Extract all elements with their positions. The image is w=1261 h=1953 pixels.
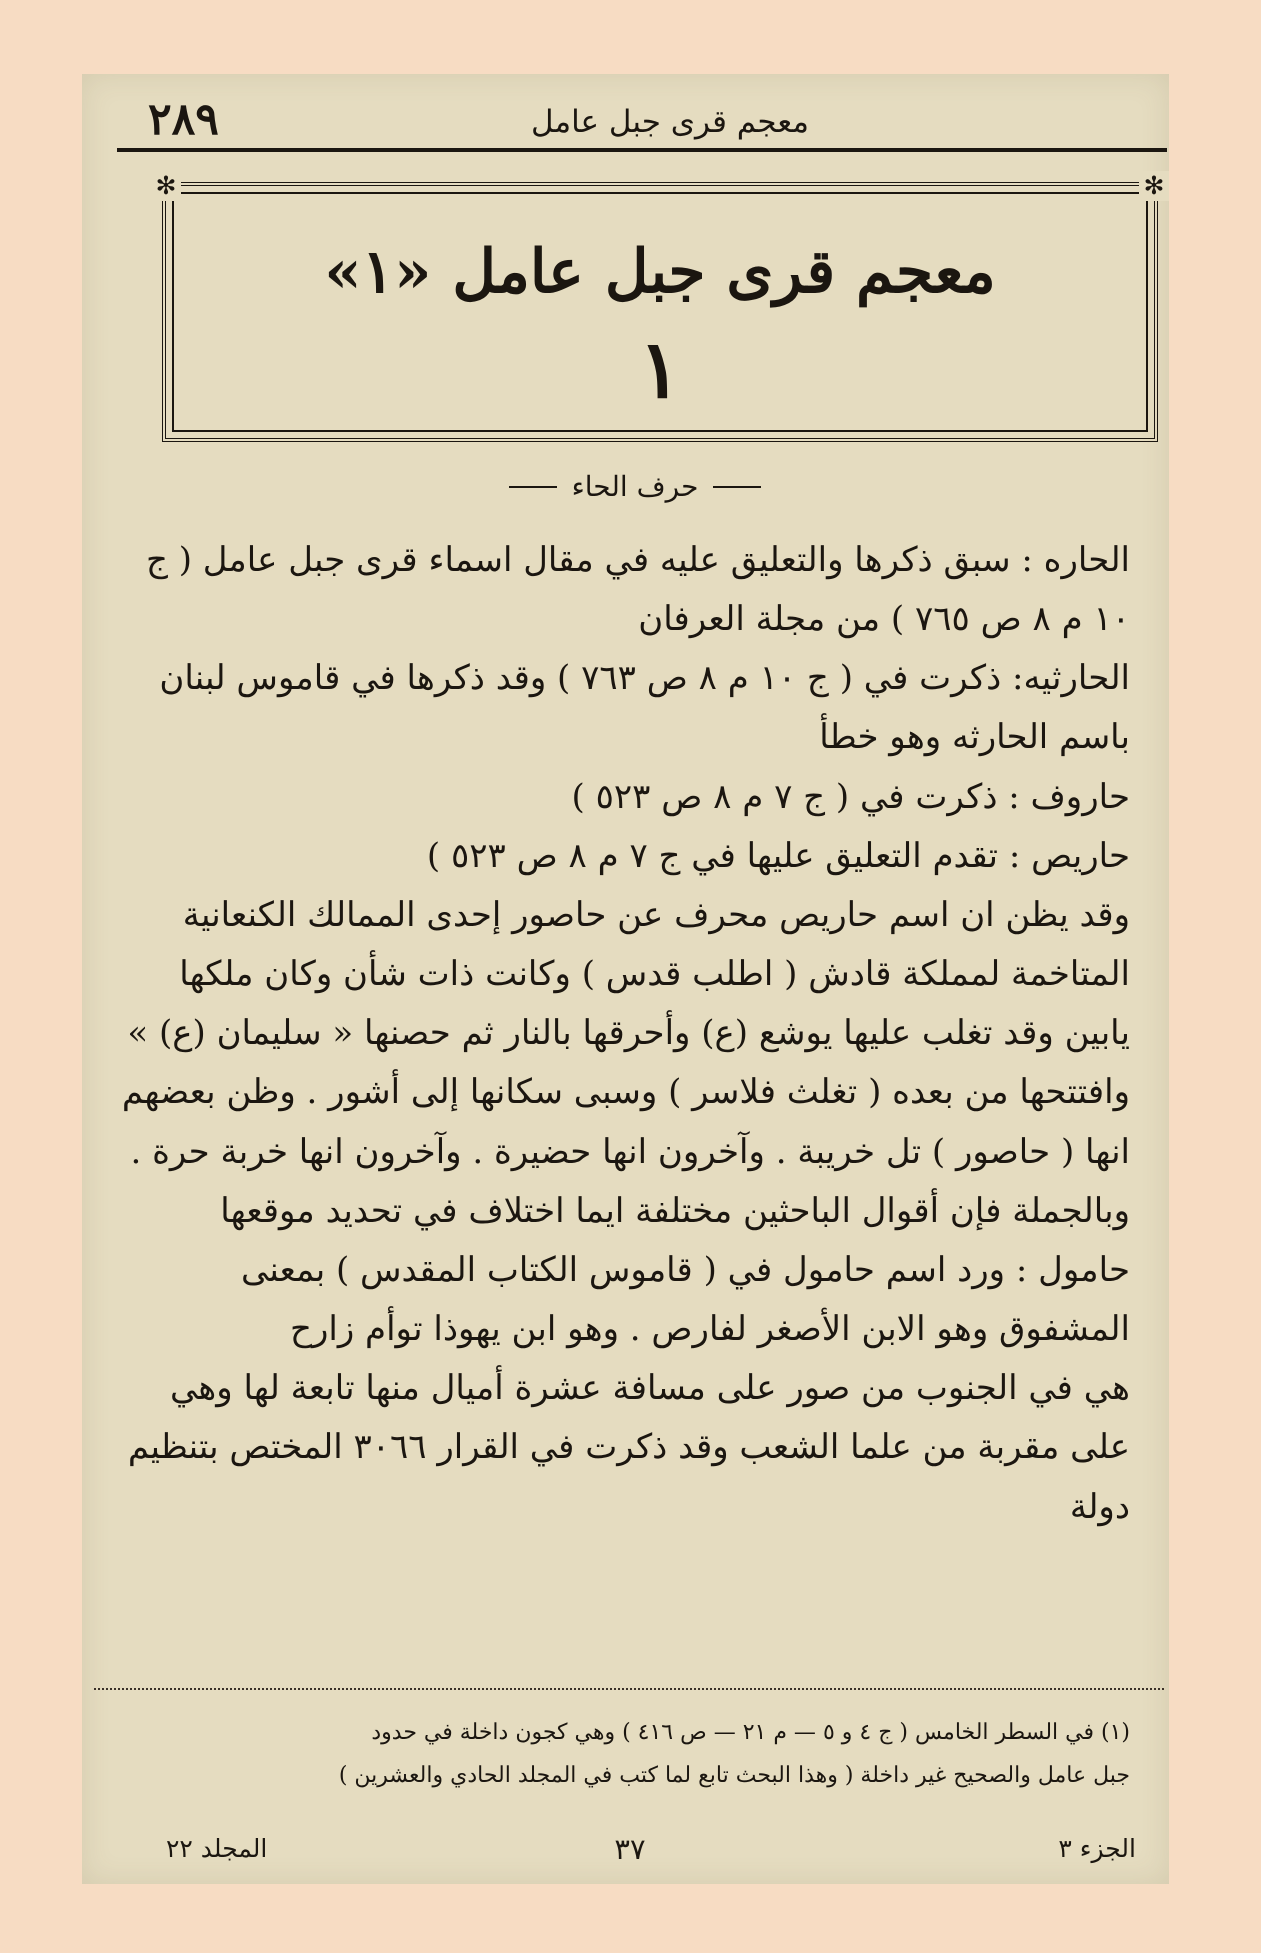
running-title: معجم قرى جبل عامل [531, 104, 809, 140]
paragraph: الحاره : سبق ذكرها والتعليق عليه في مقال اسماء قرى جبل عامل ( ج ١٠ م ٨ ص ٧٦٥ ) من مجلة العرفان [145, 540, 1130, 640]
footer-page-number: ٣٧ [614, 1832, 646, 1866]
star-ornament-icon: ✻ [151, 171, 181, 201]
paragraph: حاروف : ذكرت في ( ج ٧ م ٨ ص ٥٢٣ ) [571, 776, 1130, 817]
footnote-separator [94, 1688, 1164, 1690]
page-number: ٢٨٩ [148, 94, 219, 145]
footnote-line: (١) في السطر الخامس ( ج ٤ و ٥ — م ٢١ — ص ٤١٦ ) وهي كجون داخلة في حدود [371, 1720, 1130, 1745]
star-ornament-icon: ✻ [1139, 171, 1169, 201]
title-box [155, 171, 1165, 442]
paragraph: وقد يظن ان اسم حاريص محرف عن حاصور إحدى الممالك الكنعانية المتاخمة لمملكة قادش ( اطلب قدس ) وكانت ذات شأن وكان ملكها يابين وقد تغلب عليها يوشع (ع) وأحرقها بالنار ثم حصنها « سليمان (ع) » وافتتحها من بعده ( تغلث فلاسر ) وسبى سكانها إلى أشور . وظن بعضهم انها ( حاصور ) تل خريبة . وآخرون انها حضيرة . وآخرون انها خربة حرة . وبالجملة فإن أقوال الباحثين مختلفة ايما اختلاف في تحديد موقعها [121, 894, 1130, 1231]
footer-volume: المجلد ٢٢ [166, 1834, 268, 1863]
article-number: ١ [638, 322, 682, 416]
header-rule [117, 148, 1167, 152]
footnotes [102, 1712, 1130, 1798]
footer-part: الجزء ٣ [1058, 1834, 1136, 1863]
paragraph: الحارثيه: ذكرت في ( ج ١٠ م ٨ ص ٧٦٣ ) وقد ذكرها في قاموس لبنان باسم الحارثه وهو خطأ [159, 658, 1130, 758]
ornament-icon [713, 486, 761, 488]
ornament-icon [509, 486, 557, 488]
article-title: معجم قرى جبل عامل «١» [324, 237, 996, 307]
section-title: حرف الحاء [571, 470, 699, 503]
body-text [112, 531, 1130, 1537]
paragraph: حامول : ورد اسم حامول في ( قاموس الكتاب المقدس ) بمعنى المشفوق وهو الابن الأصغر لفارص . وهو ابن يهوذا توأم زارح [241, 1249, 1130, 1350]
paragraph: هي في الجنوب من صور على مسافة عشرة أميال منها تابعة لها وهي على مقربة من علما الشعب وقد ذكرت في القرار ٣٠٦٦ المختص بتنظيم دولة [127, 1368, 1130, 1527]
section-heading [430, 470, 840, 512]
footnote-line: جبل عامل والصحيح غير داخلة ( وهذا البحث تابع لما كتب في المجلد الحادي والعشرين ) [338, 1762, 1130, 1788]
paragraph: حاريص : تقدم التعليق عليها في ج ٧ م ٨ ص ٥٢٣ ) [426, 835, 1130, 876]
